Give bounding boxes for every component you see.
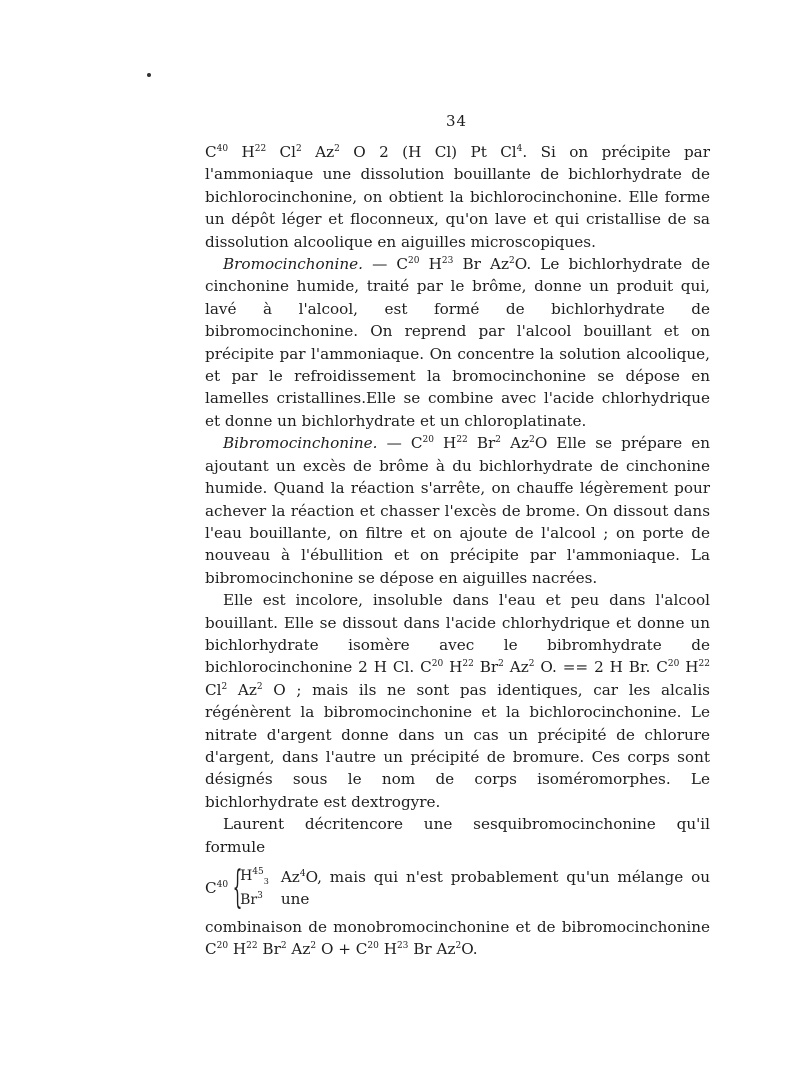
text-run: Laurent décritencore une sesquibromocinchonine qu'il formule xyxy=(205,815,710,856)
superscript: 20 xyxy=(216,941,229,952)
text-run: O. Le bichlorhydrate de cinchonine humide, traité par le brôme, donne un produit qui, lavé à l'alcool, est formé de bichlorhydrate de bibromocinchonine. On reprend par l'alcool bouillant et on précipite par l'ammoniaque. On concentre la solution alcoolique, et par le refroidissement la bromocinchonine se dépose en lamelles cristallines.Elle se combine avec l'acide chlorhydrique et donne un bichlorhydrate et un chloroplatinate. xyxy=(205,255,710,430)
superscript: 2 xyxy=(256,681,263,692)
formula-top: $H^{45}_3$ xyxy=(240,867,269,886)
paragraph-list xyxy=(205,141,710,858)
superscript: 20 xyxy=(422,435,434,446)
superscript: 23 xyxy=(396,941,409,952)
text-run: Br Az xyxy=(453,255,510,274)
formula-stack xyxy=(240,867,269,909)
text-run: C xyxy=(205,143,217,161)
section-term: Bromocinchonine. xyxy=(223,255,363,274)
superscript: 22 xyxy=(246,941,258,952)
text-run: H xyxy=(679,658,699,677)
superscript: 4 xyxy=(516,144,523,154)
text-run: O. xyxy=(461,940,478,959)
superscript: 22 xyxy=(698,659,710,670)
text-run: Br xyxy=(257,940,281,959)
closing-paragraph xyxy=(205,916,710,961)
formula-lead: $C^{40}$ xyxy=(205,878,229,897)
superscript: 2 xyxy=(280,941,287,952)
text-run: Az xyxy=(227,680,257,699)
superscript: 2 xyxy=(221,681,228,692)
text-body xyxy=(205,141,710,961)
text-run: combinaison de monobromocinchonine et de bibromocinchonine C xyxy=(205,918,710,959)
text-run: H xyxy=(433,434,457,453)
superscript: 2 xyxy=(528,659,535,670)
text-run: Az xyxy=(301,143,335,161)
paragraph xyxy=(205,141,710,253)
superscript: 2 xyxy=(310,941,317,952)
text-run: O. == 2 H Br. C xyxy=(534,658,668,677)
text-run: Elle est incolore, insoluble dans l'eau et peu dans l'alcool bouillant. Elle se dissout dans l'acide chlorhydrique et donne un bichlorhydrate isomère avec le bibromhydrate de bichlorocinchonine 2 H Cl. C xyxy=(205,591,710,677)
text-run: Cl xyxy=(205,680,222,699)
formula-tail: Az$^4$O, mais qui n'est probablement qu'un mélange ou une xyxy=(280,867,710,908)
superscript: 22 xyxy=(254,144,267,154)
text-run: O + C xyxy=(316,940,368,959)
text-run: Az xyxy=(503,658,529,677)
text-run: H xyxy=(228,143,255,161)
text-run: Br xyxy=(473,658,499,677)
superscript: 22 xyxy=(462,659,474,670)
formula-block xyxy=(205,860,710,916)
superscript: 20 xyxy=(408,256,420,267)
page-number: 34 xyxy=(446,112,468,130)
superscript: 22 xyxy=(456,435,468,446)
paragraph xyxy=(205,253,710,432)
superscript: 40 xyxy=(216,144,229,154)
superscript: 23 xyxy=(441,256,454,267)
formula-bottom: Br$^3$ xyxy=(240,890,263,908)
text-run: Br xyxy=(467,434,496,453)
text-run: O ; mais ils ne sont pas identiques, car les alcalis régénèrent la bibromocinchonine et la bichlorocinchonine. Le nitrate d'argent donne dans un cas un précipité de chlorure d'argent, dans l'autre un précipité de bromure. Ces corps sont désignés sous le nom de corps isoméromorphes. Le bichlorhydrate est dextrogyre. xyxy=(205,680,710,811)
superscript: 2 xyxy=(455,941,462,952)
text-run: Br Az xyxy=(408,940,456,959)
text-run: H xyxy=(443,658,463,677)
text-run: . Si on précipite par l'ammoniaque une dissolution bouillante de bichlorhydrate de bichlorocinchonine, on obtient la bichlorocinchonine. Elle forme un dépôt léger et floconneux, qu'on lave et qui cristallise de sa dissolution alcoolique en aiguilles microscopiques. xyxy=(205,143,710,251)
superscript: 2 xyxy=(509,256,515,267)
page-dot xyxy=(147,73,151,77)
formula-brace: { xyxy=(232,862,243,913)
superscript: 2 xyxy=(498,659,504,670)
superscript: 2 xyxy=(529,435,535,446)
superscript: 2 xyxy=(296,144,302,154)
superscript: 2 xyxy=(334,144,340,154)
superscript: 20 xyxy=(431,659,444,670)
text-run: H xyxy=(419,255,442,274)
section-term: Bibromocinchonine. xyxy=(223,434,378,453)
paragraph xyxy=(205,589,710,813)
paragraph xyxy=(205,916,710,961)
superscript: 20 xyxy=(367,941,379,952)
text-run: — C xyxy=(362,255,409,274)
paragraph xyxy=(205,432,710,589)
text-run: O 2 (H Cl) Pt Cl xyxy=(339,143,517,161)
text-run: Az xyxy=(286,940,311,959)
text-run: O Elle se prépare en ajoutant un excès de brôme à du bichlorhydrate de cinchonine humide. Quand la réaction s'arrête, on chauffe légèrement pour achever la réaction et chasser l'excès de brome. On dissout dans l'eau bouillante, on filtre et on ajoute de l'alcool ; on porte de nouveau à l'ébullition et on précipite par l'ammoniaque. La bibromocinchonine se dépose en aiguilles nacrées. xyxy=(205,434,710,587)
text-run: — C xyxy=(377,434,423,453)
text-run: Cl xyxy=(266,143,297,161)
text-run: H xyxy=(378,940,397,959)
text-run: Az xyxy=(501,434,530,453)
superscript: 2 xyxy=(495,435,502,446)
paragraph xyxy=(205,813,710,858)
text-run: H xyxy=(228,940,247,959)
superscript: 20 xyxy=(667,659,680,670)
